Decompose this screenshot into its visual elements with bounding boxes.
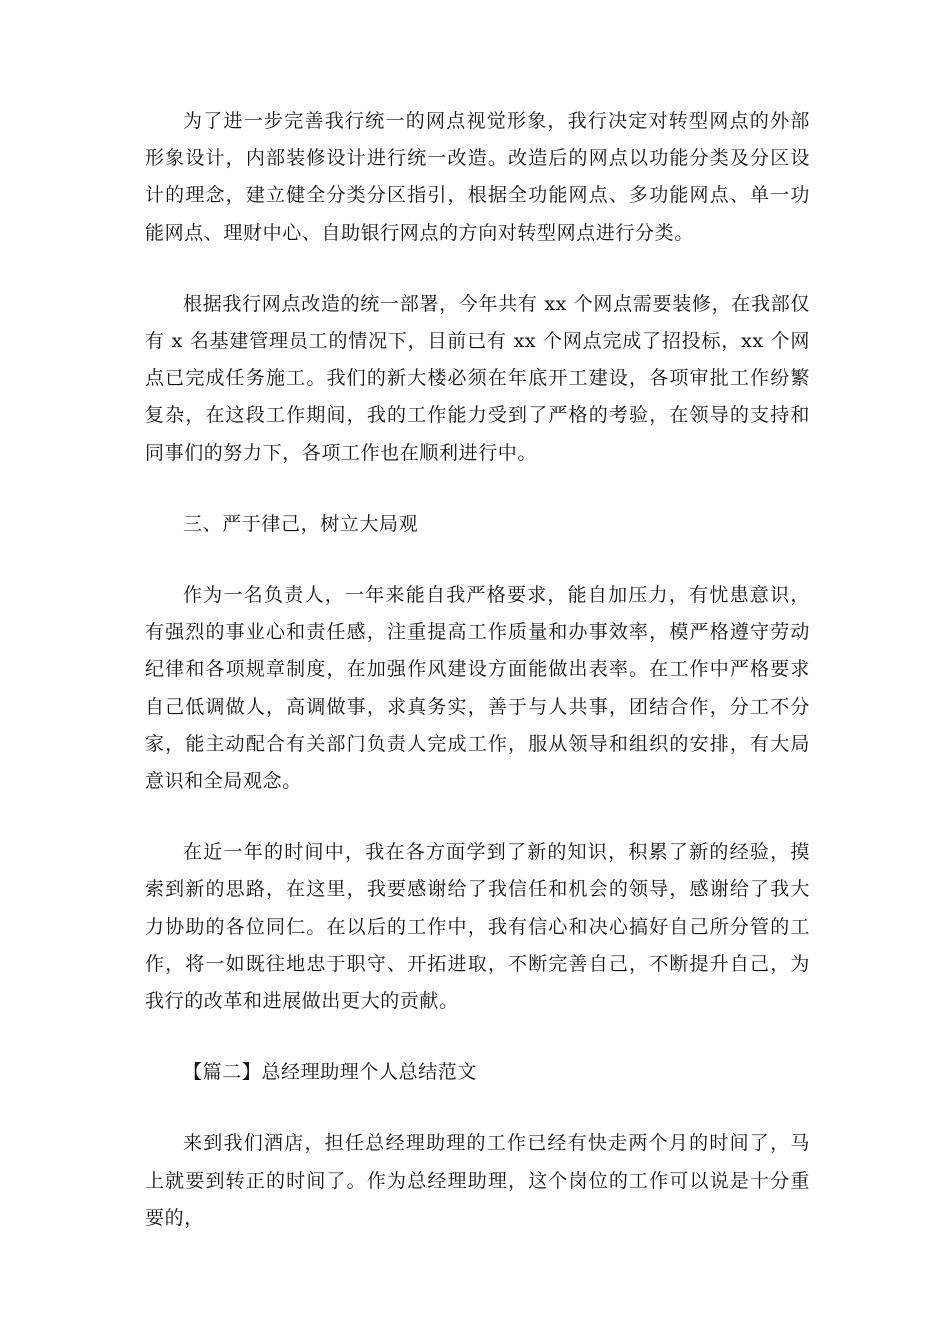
section-heading-part-two: 【篇二】总经理助理个人总结范文 <box>183 1061 478 1084</box>
paragraph-renovation-progress: 根据我行网点改造的统一部署，今年共有 xx 个网点需要装修，在我部仅有 x 名基建管理员工的情况下，目前已有 xx 个网点完成了招投标，xx 个网点已完成任务施工。我们的新大楼必须在年底开工建设，各项审批工作纷繁复杂，在这段工作期间，我的工作能力受到了严格的考验，在领导的支持和同事们的努力下，各项工作也在顺利进行中。 <box>145 292 810 464</box>
paragraph-gratitude: 在近一年的时间中，我在各方面学到了新的知识，积累了新的经验，摸索到新的思路，在这里，我要感谢给了我信任和机会的领导，感谢给了我大力协助的各位同仁。在以后的工作中，我有信心和决心搞好自己所分管的工作，将一如既往地忠于职守、开拓进取，不断完善自己，不断提升自己，为我行的改革和进展做出更大的贡献。 <box>145 841 810 1013</box>
paragraph-assistant-intro: 来到我们酒店，担任总经理助理的工作已经有快走两个月的时间了，马上就要到转正的时间了。作为总经理助理，这个岗位的工作可以说是十分重要的， <box>145 1132 810 1229</box>
section-heading-discipline: 三、严于律己，树立大局观 <box>183 512 419 535</box>
paragraph-outlet-image: 为了进一步完善我行统一的网点视觉形象，我行决定对转型网点的外部形象设计，内部装修设计进行统一改造。改造后的网点以功能分类及分区设计的理念，建立健全分类分区指引，根据全功能网点、多功能网点、单一功能网点、理财中心、自助银行网点的方向对转型网点进行分类。 <box>145 110 810 244</box>
paragraph-self-discipline: 作为一名负责人，一年来能自我严格要求，能自加压力，有忧患意识，有强烈的事业心和责任感，注重提高工作质量和办事效率，模严格遵守劳动纪律和各项规章制度，在加强作风建设方面能做出表率。在工作中严格要求自己低调做人，高调做事，求真务实，善于与人共事，团结合作，分工不分家，能主动配合有关部门负责人完成工作，服从领导和组织的安排，有大局意识和全局观念。 <box>145 584 810 793</box>
document-body <box>145 103 810 1271</box>
